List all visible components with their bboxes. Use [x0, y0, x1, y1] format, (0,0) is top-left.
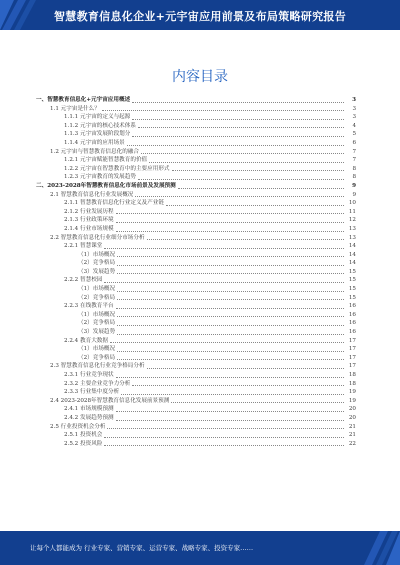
toc-entry-text: 1.2 元宇宙与智慧教育信息化的融合	[50, 148, 139, 155]
dot-leader	[172, 170, 344, 171]
dot-leader	[107, 428, 344, 429]
toc-entry[interactable]	[36, 319, 356, 328]
toc-page-number: 9	[352, 182, 356, 189]
toc-entry-text: （3）发展趋势	[78, 268, 116, 275]
toc-entry[interactable]	[36, 345, 356, 354]
toc-page-number: 3	[352, 97, 356, 103]
toc-page-number: 14	[348, 260, 356, 267]
dot-leader	[117, 273, 344, 274]
dot-leader	[117, 316, 344, 317]
dot-leader	[104, 248, 344, 249]
toc-entry-text: （1）市场概况	[78, 311, 116, 318]
toc-entry-text: 1.1 元宇宙是什么？	[50, 105, 100, 112]
toc-entry[interactable]	[36, 251, 356, 260]
toc-entry[interactable]	[36, 182, 356, 191]
dot-leader	[117, 256, 344, 257]
toc-page-number: 16	[348, 320, 356, 327]
toc-title: 内容目录	[172, 69, 228, 85]
toc-page-number: 10	[348, 200, 356, 207]
toc-entry[interactable]	[36, 397, 356, 406]
toc-entry-text: （1）市场概况	[78, 286, 116, 293]
decorative-stripes	[350, 531, 400, 565]
toc-page-number: 11	[348, 208, 356, 215]
toc-entry-text: （2）竞争格局	[78, 260, 116, 267]
dot-leader	[171, 402, 344, 403]
toc-entry-text: （3）发展趋势	[78, 329, 116, 336]
toc-page-number: 16	[348, 311, 356, 318]
toc-entry-text: 2.2 智慧教育信息化行业细分市场分析	[50, 234, 145, 241]
toc-page-number: 20	[348, 406, 356, 413]
toc-entry-text: 2.3.2 主要企业竞争力分析	[64, 380, 131, 387]
dot-leader	[178, 188, 344, 189]
toc-entry-text: 1.2.3 元宇宙教育的发展趋势	[64, 174, 136, 181]
toc-entry[interactable]	[36, 96, 356, 105]
toc-entry[interactable]	[36, 414, 356, 423]
toc-entry[interactable]	[36, 440, 356, 449]
toc-page-number: 19	[348, 397, 356, 404]
dot-leader	[110, 342, 344, 343]
dot-leader	[116, 420, 344, 421]
toc-page-number: 18	[348, 380, 356, 387]
toc-entry-text: 2.3.3 行业集中度分析	[64, 389, 120, 396]
toc-page-number: 15	[348, 268, 356, 275]
dot-leader	[116, 231, 344, 232]
toc-entry[interactable]	[36, 191, 356, 200]
dot-leader	[127, 145, 344, 146]
toc-page-number: 19	[348, 389, 356, 396]
toc-entry[interactable]	[36, 173, 356, 182]
toc-entry[interactable]	[36, 285, 356, 294]
toc-entry-text: （2）竞争格局	[78, 294, 116, 301]
toc-entry-text: （1）市场概况	[78, 346, 116, 353]
toc-entry-text: 2.4.2 发展趋势预测	[64, 414, 114, 421]
dot-leader	[121, 394, 344, 395]
dot-leader	[132, 119, 344, 120]
toc-entry[interactable]	[36, 337, 356, 346]
toc-entry-text: （2）竞争格局	[78, 320, 116, 327]
toc-entry-text: 2.1.2 行业发展历程	[64, 208, 114, 215]
dot-leader	[116, 213, 344, 214]
toc-entry-text: 2.5.1 投资机会	[64, 432, 103, 439]
dot-leader	[147, 368, 344, 369]
header-banner	[0, 0, 400, 30]
toc-page-number: 15	[348, 286, 356, 293]
toc-entry-text: 1.1.4 元宇宙的应用场景	[64, 139, 125, 146]
toc-entry[interactable]	[36, 431, 356, 440]
toc-page-number: 17	[348, 363, 356, 370]
toc-page-number: 6	[352, 139, 356, 146]
dot-leader	[166, 205, 344, 206]
toc-page-number: 15	[348, 277, 356, 284]
toc-entry-text: 2.3 智慧教育信息化行业竞争格局分析	[50, 363, 145, 370]
toc-page-number: 12	[348, 217, 356, 224]
toc-entry-text: 1.1.3 元宇宙发展阶段划分	[64, 131, 131, 138]
toc-entry[interactable]	[36, 122, 356, 131]
dot-leader	[102, 110, 344, 111]
toc-page-number: 3	[352, 114, 356, 121]
toc-entry[interactable]	[36, 225, 356, 234]
footer-banner	[0, 531, 400, 565]
dot-leader	[149, 162, 344, 163]
dot-leader	[117, 291, 344, 292]
toc-entry[interactable]	[36, 242, 356, 251]
toc-entry[interactable]	[36, 362, 356, 371]
dot-leader	[117, 299, 344, 300]
toc-page-number: 8	[352, 165, 356, 172]
toc-page-number: 21	[348, 423, 356, 430]
dot-leader	[116, 411, 344, 412]
footer-slogan: 让每个人都能成为 行业专家、营销专家、运营专家、战略专家、投资专家……	[30, 544, 254, 552]
toc-entry[interactable]	[36, 216, 356, 225]
toc-page-number: 8	[352, 174, 356, 181]
toc-entry-text: 二、2023-2028年智慧教育信息化市场前景及发展预测	[36, 182, 176, 189]
toc-entry[interactable]	[36, 165, 356, 174]
dot-leader	[117, 334, 344, 335]
dot-leader	[116, 377, 344, 378]
toc-page-number: 13	[348, 225, 356, 232]
toc-entry-text: 1.2.1 元宇宙赋能智慧教育的价值	[64, 157, 148, 164]
toc-entry-text: 2.4.1 市场规模预测	[64, 406, 114, 413]
dot-leader	[117, 265, 344, 266]
toc-page-number: 15	[348, 294, 356, 301]
toc-entry-text: 2.1.1 智慧教育信息化行业定义及产业链	[64, 200, 164, 207]
toc-page-number: 7	[352, 157, 356, 164]
dot-leader	[116, 222, 344, 223]
toc-entry-text: 2.4 2023-2028年智慧教育信息化发展前景预测	[50, 397, 170, 404]
toc-entry[interactable]	[36, 105, 356, 114]
toc-page-number: 9	[352, 191, 356, 198]
toc-page-number: 17	[348, 346, 356, 353]
toc-entry-text: 1.1.2 元宇宙的核心技术体系	[64, 122, 136, 129]
toc-entry[interactable]	[36, 148, 356, 157]
toc-page-number: 22	[348, 440, 356, 447]
toc-page-number: 13	[348, 234, 356, 241]
dot-leader	[135, 196, 344, 197]
toc-entry[interactable]	[36, 311, 356, 320]
toc-entry[interactable]	[36, 276, 356, 285]
toc-page-number: 18	[348, 372, 356, 378]
toc-page-number: 14	[348, 251, 356, 258]
toc-entry[interactable]	[36, 156, 356, 165]
toc-entry[interactable]	[36, 208, 356, 217]
dot-leader	[132, 136, 344, 137]
toc-entry[interactable]	[36, 423, 356, 432]
dot-leader	[138, 127, 344, 128]
toc-entry-text: 2.1 智慧教育信息化行业发展概况	[50, 191, 134, 198]
toc-page-number: 14	[348, 243, 356, 250]
dot-leader	[117, 359, 344, 360]
toc-entry[interactable]	[36, 139, 356, 148]
toc-entry[interactable]	[36, 234, 356, 243]
report-title: 智慧教育信息化企业+元宇宙应用前景及布局策略研究报告	[53, 10, 346, 23]
toc-entry[interactable]	[36, 328, 356, 337]
toc-entry[interactable]	[36, 371, 356, 380]
toc-entry[interactable]	[36, 405, 356, 414]
toc-page-number: 16	[348, 303, 356, 310]
toc-entry[interactable]	[36, 388, 356, 397]
toc-entry-text: 2.5 行业投资机会分析	[50, 423, 106, 430]
toc-entry[interactable]	[36, 199, 356, 208]
toc-entry[interactable]	[36, 113, 356, 122]
dot-leader	[147, 239, 344, 240]
toc-entry-text: 2.2.1 智慧课堂	[64, 243, 103, 250]
toc-entry-text: 2.1.3 行业政策环境	[64, 217, 114, 224]
dot-leader	[116, 308, 344, 309]
toc-page-number: 21	[348, 432, 356, 439]
toc-entry[interactable]	[36, 294, 356, 303]
toc-entry-text: 2.2.2 智慧校园	[64, 277, 103, 284]
toc-page-number: 4	[352, 122, 356, 129]
dot-leader	[104, 445, 344, 446]
toc-entry-text: 2.1.4 行业市场规模	[64, 225, 114, 232]
toc-page-number: 3	[352, 105, 356, 112]
toc-entry-text: 2.2.3 在线教育平台	[64, 303, 114, 310]
toc-entry[interactable]	[36, 380, 356, 389]
dot-leader	[132, 385, 344, 386]
toc-page-number: 17	[348, 354, 356, 361]
dot-leader	[117, 351, 344, 352]
dot-leader	[138, 179, 344, 180]
dot-leader	[104, 282, 344, 283]
toc-entry-text: 1.2.2 元宇宙在智慧教育中的主要应用形式	[64, 165, 170, 172]
table-of-contents	[36, 96, 356, 448]
toc-entry-text: 2.5.2 投资风险	[64, 440, 103, 447]
toc-entry-text: 2.3.1 行业竞争现状	[64, 372, 114, 378]
toc-entry[interactable]	[36, 268, 356, 277]
toc-entry[interactable]	[36, 302, 356, 311]
toc-entry-text: （1）市场概况	[78, 251, 116, 258]
toc-page-number: 16	[348, 329, 356, 336]
toc-entry[interactable]	[36, 259, 356, 268]
dot-leader	[132, 102, 344, 103]
toc-entry-text: （2）竞争格局	[78, 354, 116, 361]
dot-leader	[117, 325, 344, 326]
toc-entry[interactable]	[36, 130, 356, 139]
dot-leader	[104, 437, 344, 438]
toc-entry-text: 2.2.4 教育大数据	[64, 337, 108, 344]
toc-page-number: 7	[352, 148, 356, 155]
toc-page-number: 17	[348, 337, 356, 344]
toc-entry-text: 1.1.1 元宇宙的定义与起源	[64, 114, 131, 121]
toc-entry[interactable]	[36, 354, 356, 363]
toc-entry-text: 一、智慧教育信息化+元宇宙应用概述	[36, 97, 131, 103]
toc-page-number: 5	[352, 131, 356, 138]
dot-leader	[141, 153, 344, 154]
toc-page-number: 20	[348, 414, 356, 421]
